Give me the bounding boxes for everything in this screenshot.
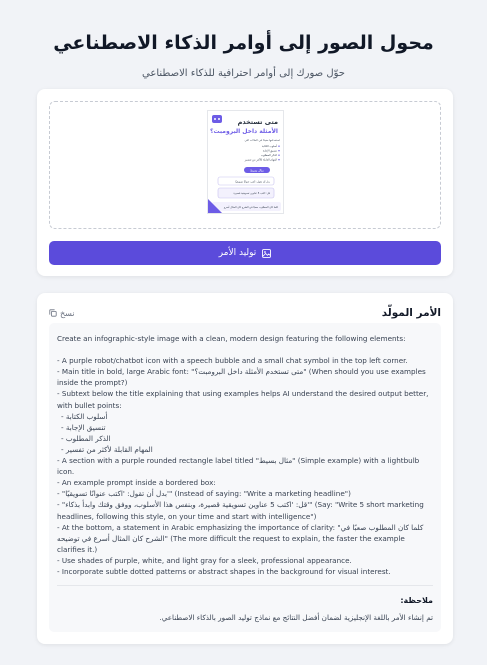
image-dropzone[interactable] [49, 101, 441, 229]
prompt-line: - Incorporate subtle dotted patterns or abstract shapes in the background for visual interest. [57, 566, 391, 576]
prompt-line: - Subtext below the title explaining that using examples helps AI understand the desired output better, with bullet points: [57, 389, 431, 410]
preview-bullet-dot [278, 146, 279, 147]
generated-prompt-text[interactable] [49, 323, 441, 632]
preview-bullet-dot [278, 150, 279, 151]
result-card [37, 293, 453, 644]
note-text: تم إنشاء الأمر باللغة الإنجليزية لضمان أفضل النتائج مع نماذج توليد الصور بالذكاء الاصطناعي. [159, 613, 433, 623]
divider [57, 585, 433, 586]
prompt-line: - Main title in bold, large Arabic font: "متى تستخدم الأمثلة داخل البرومبت؟" (When should you use examples inside the prompt?) [57, 367, 429, 388]
copy-icon [49, 309, 57, 317]
preview-bullet: أسلوب الكتابة [262, 145, 277, 148]
prompt-lines [57, 333, 433, 411]
prompt-line: - A section with a purple rounded rectangle label titled "مثال بسيط" (Simple example) with a lightbulb icon. [57, 456, 422, 477]
preview-quote-2: قل: اكتب 5 عناوين تسويقية قصيرة [233, 192, 270, 195]
page-header [0, 0, 487, 79]
prompt-line: - An example prompt inside a bordered box: [57, 478, 216, 488]
preview-svg [208, 111, 284, 214]
prompt-line: - A purple robot/chatbot icon with a speech bubble and a small chat symbol in the top left corner. [57, 356, 408, 366]
preview-footer: كلما كان المطلوب صعبًا في الشرح كان المثال أسرع [223, 206, 278, 209]
preview-bullet-dot [278, 155, 279, 156]
page-title: محول الصور إلى أوامر الذكاء الاصطناعي [53, 32, 434, 54]
uploaded-image-preview [207, 110, 284, 214]
prompt-line: Create an infographic-style image with a clean, modern design featuring the following elements: [57, 334, 406, 343]
prompt-bullet: - تنسيق الإجابة [61, 422, 106, 432]
prompt-line: - "بدل أن تقول: 'اكتب عنوانًا تسويقيًا'" (Instead of saying: "Write a marketing headline") [57, 489, 351, 499]
copy-label: نسخ [60, 308, 75, 318]
prompt-bullets [57, 411, 433, 455]
prompt-line [57, 344, 433, 355]
prompt-line: - At the bottom, a statement in Arabic emphasizing the importance of clarity: "كلما كان المطلوب صعبًا في الشرح كان المثال أسرع في توضيحه" (The more difficult the request to explain, the faster the example clarifies it.) [57, 522, 426, 554]
preview-title-1: متى تستخدم [237, 118, 278, 126]
page-subtitle: حوّل صورك إلى أوامر احترافية للذكاء الاصطناعي [142, 68, 345, 79]
upload-card [37, 89, 453, 276]
preview-quote-1: بدل أن تقول: اكتب عنوانًا تسويقيًا [235, 180, 270, 184]
prompt-bullet: - أسلوب الكتابة [61, 411, 108, 421]
preview-bullet-dot [278, 159, 279, 160]
copy-button[interactable] [49, 309, 75, 318]
preview-label: مثال بسيط [250, 168, 264, 173]
prompt-bullet: - الذكر المطلوب [61, 433, 111, 443]
preview-intro: استخدامها مفيدًا في الحالات التي [244, 139, 280, 142]
prompt-line: - "قل: 'اكتب 5 عناوين تسويقية قصيرة، وبنفس هذا الأسلوب، ووفق وقتك وابدأ بذكاء'" (Say: "Write 5 short marketing headlines, following this style, on your time and start with intelligence") [57, 500, 427, 521]
result-title: الأمر المولّد [381, 307, 441, 319]
preview-bullet: تنسيق الإجابة [262, 149, 277, 153]
preview-bullet: المهام القابلة للأكثر من تفسير [244, 158, 277, 162]
prompt-bullet: - المهام القابلة لأكثر من تفسير [61, 444, 153, 454]
note-title: ملاحظة: [400, 596, 433, 606]
generate-prompt-button[interactable] [49, 241, 441, 265]
generate-button-label: توليد الأمر [218, 248, 257, 258]
result-header [49, 305, 441, 321]
prompt-lines-2 [57, 455, 433, 577]
prompt-line: - Use shades of purple, white, and light gray for a sleek, professional appearance. [57, 555, 352, 565]
preview-title-2: الأمثلة داخل البرومبت؟ [210, 128, 278, 135]
image-icon [262, 249, 271, 258]
robot-icon [212, 115, 222, 123]
preview-bullet: الذكر المطلوب [260, 154, 277, 157]
